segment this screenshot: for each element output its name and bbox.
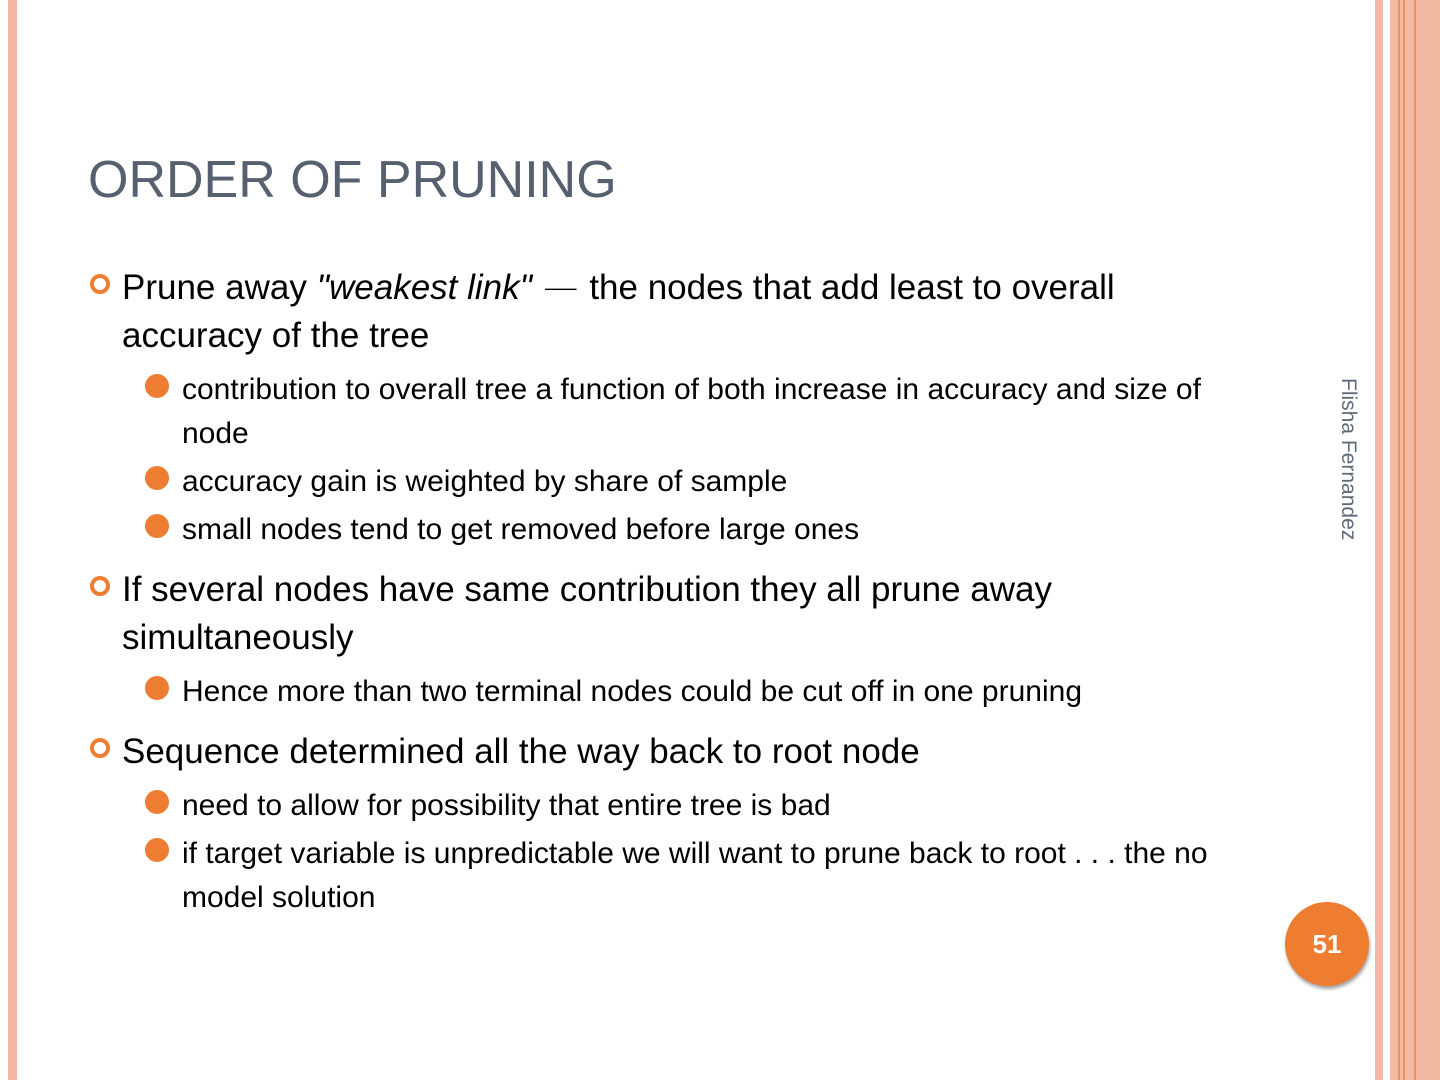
page-number-badge: 51: [1285, 902, 1369, 986]
bullet-text: Sequence determined all the way back to root node: [122, 732, 920, 771]
bullet-level1: [88, 728, 1238, 776]
ring-bullet-icon: [90, 274, 110, 294]
bullet-level2: [176, 784, 1238, 828]
sub-bullet-text: Hence more than two terminal nodes could be cut off in one pruning: [182, 675, 1082, 708]
dot-bullet-icon: [145, 374, 169, 398]
right-border-stripe: [1375, 0, 1383, 1080]
author-vertical-label: Flisha Fernandez: [1337, 378, 1360, 541]
bullet-dash: —: [532, 268, 590, 308]
sub-bullet-text: if target variable is unpredictable we will want to prune back to root . . . the no model solution: [182, 837, 1208, 914]
ring-bullet-icon: [90, 576, 110, 596]
sub-bullet-text: need to allow for possibility that entire tree is bad: [182, 789, 831, 822]
bullet-level2: [176, 460, 1238, 504]
sub-bullet-text: contribution to overall tree a function of both increase in accuracy and size of node: [182, 373, 1201, 450]
bullet-level1: [88, 264, 1238, 360]
right-border-line: [1403, 0, 1405, 1080]
sub-bullet-text: accuracy gain is weighted by share of sample: [182, 465, 788, 498]
slide-body: [88, 264, 1238, 924]
bullet-level2: [176, 508, 1238, 552]
dot-bullet-icon: [145, 466, 169, 490]
ring-bullet-icon: [90, 738, 110, 758]
bullet-text: Prune away: [122, 268, 317, 307]
dot-bullet-icon: [145, 514, 169, 538]
right-border-line: [1398, 0, 1400, 1080]
dot-bullet-icon: [145, 676, 169, 700]
sub-bullet-text: small nodes tend to get removed before large ones: [182, 513, 860, 546]
bullet-level2: [176, 670, 1238, 714]
dot-bullet-icon: [145, 790, 169, 814]
bullet-text: If several nodes have same contribution they all prune away simultaneously: [122, 570, 1052, 657]
bullet-text: the nodes that add least to overall accuracy of the tree: [122, 268, 1115, 355]
bullet-level2: [176, 368, 1238, 456]
left-border-stripe: [8, 0, 17, 1080]
bullet-level1: [88, 566, 1238, 662]
dot-bullet-icon: [145, 838, 169, 862]
bullet-emphasis: "weakest link": [316, 268, 533, 307]
slide-title: ORDER OF PRUNING: [88, 151, 617, 209]
bullet-level2: [176, 832, 1238, 920]
right-border-line: [1414, 0, 1416, 1080]
